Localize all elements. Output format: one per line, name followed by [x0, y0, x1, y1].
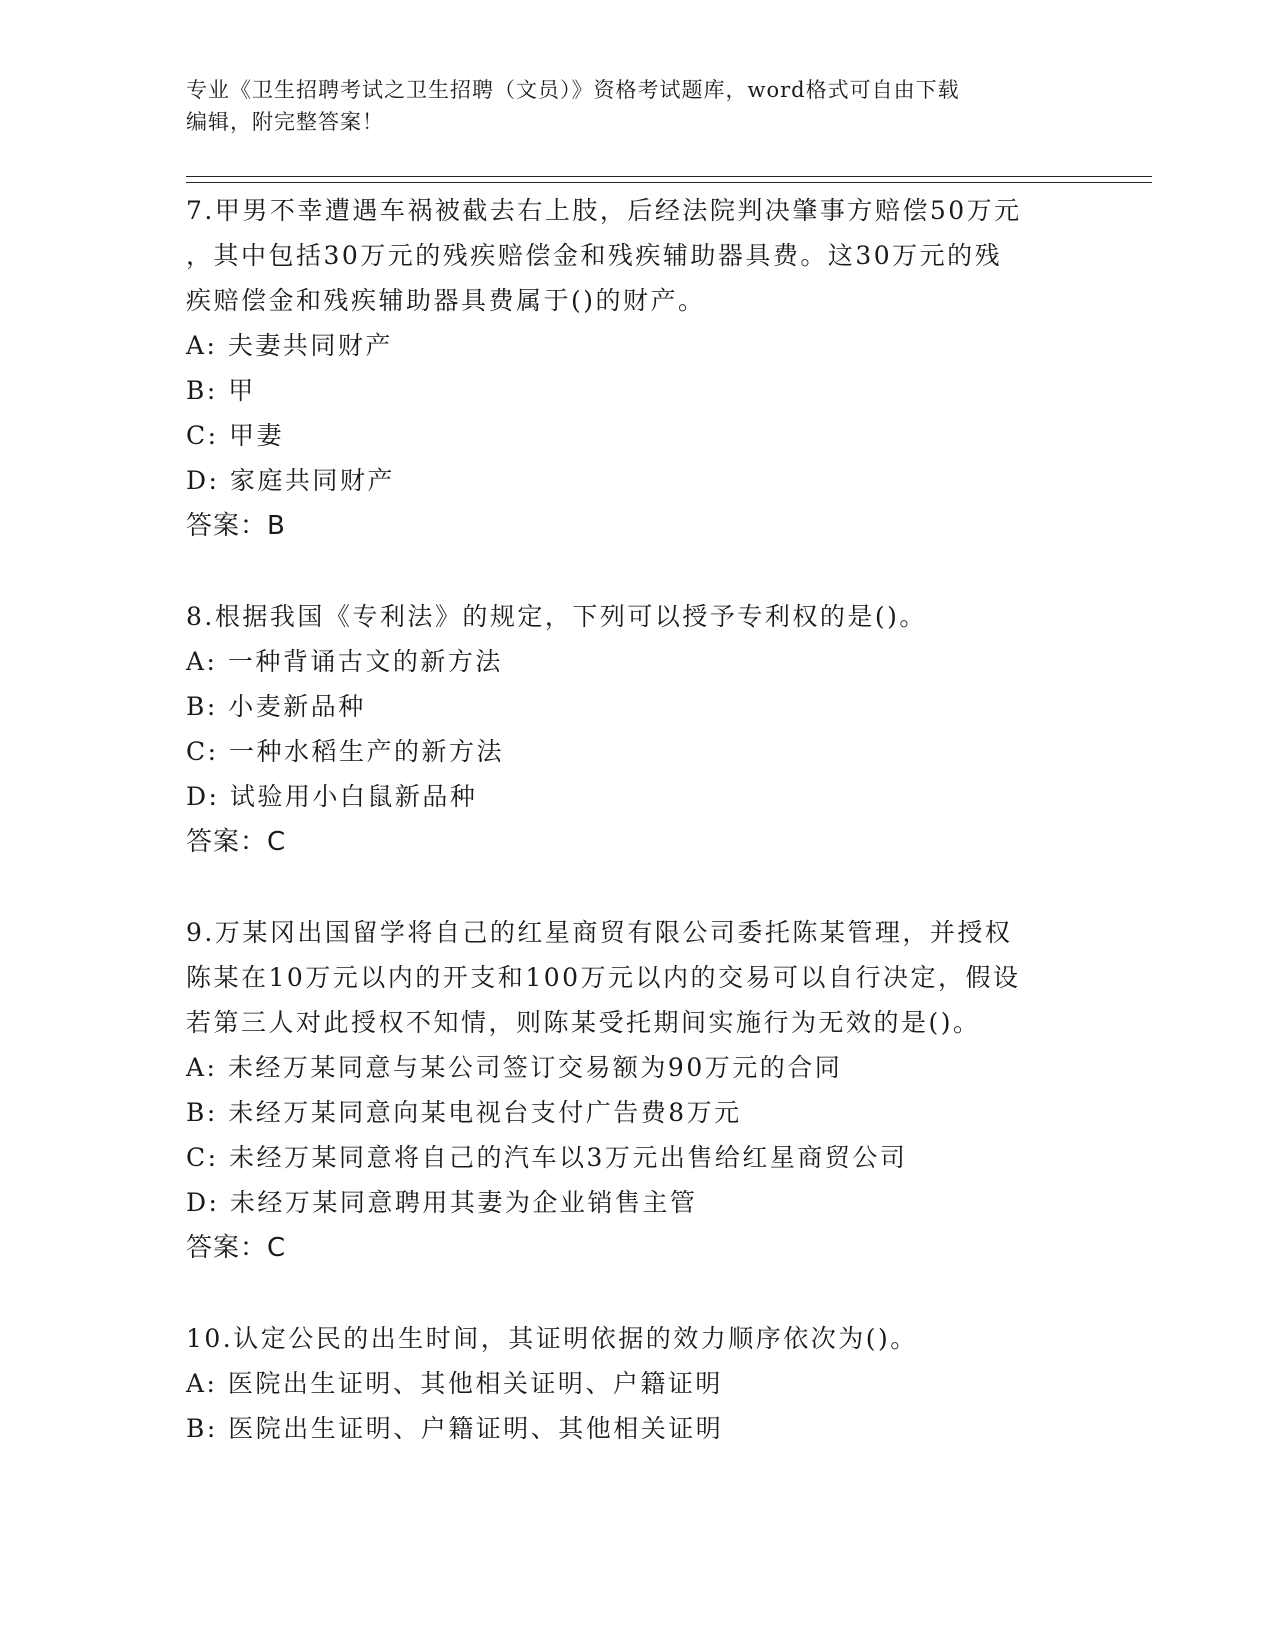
option-c: C: 未经万某同意将自己的汽车以3万元出售给红星商贸公司 — [186, 1143, 908, 1172]
document-header — [186, 74, 1066, 138]
option-a: A: 医院出生证明、其他相关证明、户籍证明 — [186, 1369, 723, 1398]
option-b: B: 未经万某同意向某电视台支付广告费8万元 — [186, 1098, 742, 1127]
question-9 — [186, 910, 1086, 1271]
option-b: B: 医院出生证明、户籍证明、其他相关证明 — [186, 1414, 724, 1443]
question-stem-line: ，其中包括30万元的残疾赔偿金和残疾辅助器具费。这30万元的残 — [186, 241, 1003, 270]
option-d: D: 未经万某同意聘用其妻为企业销售主管 — [186, 1188, 698, 1217]
option-d: D: 家庭共同财产 — [186, 466, 395, 495]
answer-label: 答案：C — [186, 827, 287, 857]
question-spacer — [186, 865, 1086, 910]
answer-label: 答案：B — [186, 511, 286, 541]
question-list — [186, 188, 1086, 1451]
option-c: C: 一种水稻生产的新方法 — [186, 737, 504, 766]
header-divider-bottom — [186, 182, 1152, 183]
question-stem-line: 陈某在10万元以内的开支和100万元以内的交易可以自行决定，假设 — [186, 963, 1021, 992]
question-spacer — [186, 1271, 1086, 1316]
question-10 — [186, 1316, 1086, 1451]
header-divider-top — [186, 176, 1152, 177]
option-d: D: 试验用小白鼠新品种 — [186, 782, 478, 811]
question-spacer — [186, 549, 1086, 594]
option-b: B: 甲 — [186, 376, 256, 405]
header-line-1: 专业《卫生招聘考试之卫生招聘（文员）》资格考试题库，word格式可自由下载 — [186, 78, 960, 102]
option-a: A: 未经万某同意与某公司签订交易额为90万元的合同 — [186, 1053, 843, 1082]
question-stem-line: 若第三人对此授权不知情，则陈某受托期间实施行为无效的是()。 — [186, 1008, 981, 1037]
option-a: A: 夫妻共同财产 — [186, 331, 393, 360]
header-line-2: 编辑，附完整答案！ — [186, 110, 384, 134]
question-stem-line: 7.甲男不幸遭遇车祸被截去右上肢，后经法院判决肇事方赔偿50万元 — [186, 196, 1022, 225]
answer-label: 答案：C — [186, 1233, 287, 1263]
question-stem-line: 9.万某冈出国留学将自己的红星商贸有限公司委托陈某管理，并授权 — [186, 918, 1013, 947]
question-8 — [186, 594, 1086, 865]
question-7 — [186, 188, 1086, 549]
option-a: A: 一种背诵古文的新方法 — [186, 647, 503, 676]
question-stem-line: 8.根据我国《专利法》的规定，下列可以授予专利权的是()。 — [186, 602, 927, 631]
question-stem-line: 10.认定公民的出生时间，其证明依据的效力顺序依次为()。 — [186, 1324, 918, 1353]
question-stem-line: 疾赔偿金和残疾辅助器具费属于()的财产。 — [186, 286, 706, 315]
option-b: B: 小麦新品种 — [186, 692, 366, 721]
option-c: C: 甲妻 — [186, 421, 284, 450]
